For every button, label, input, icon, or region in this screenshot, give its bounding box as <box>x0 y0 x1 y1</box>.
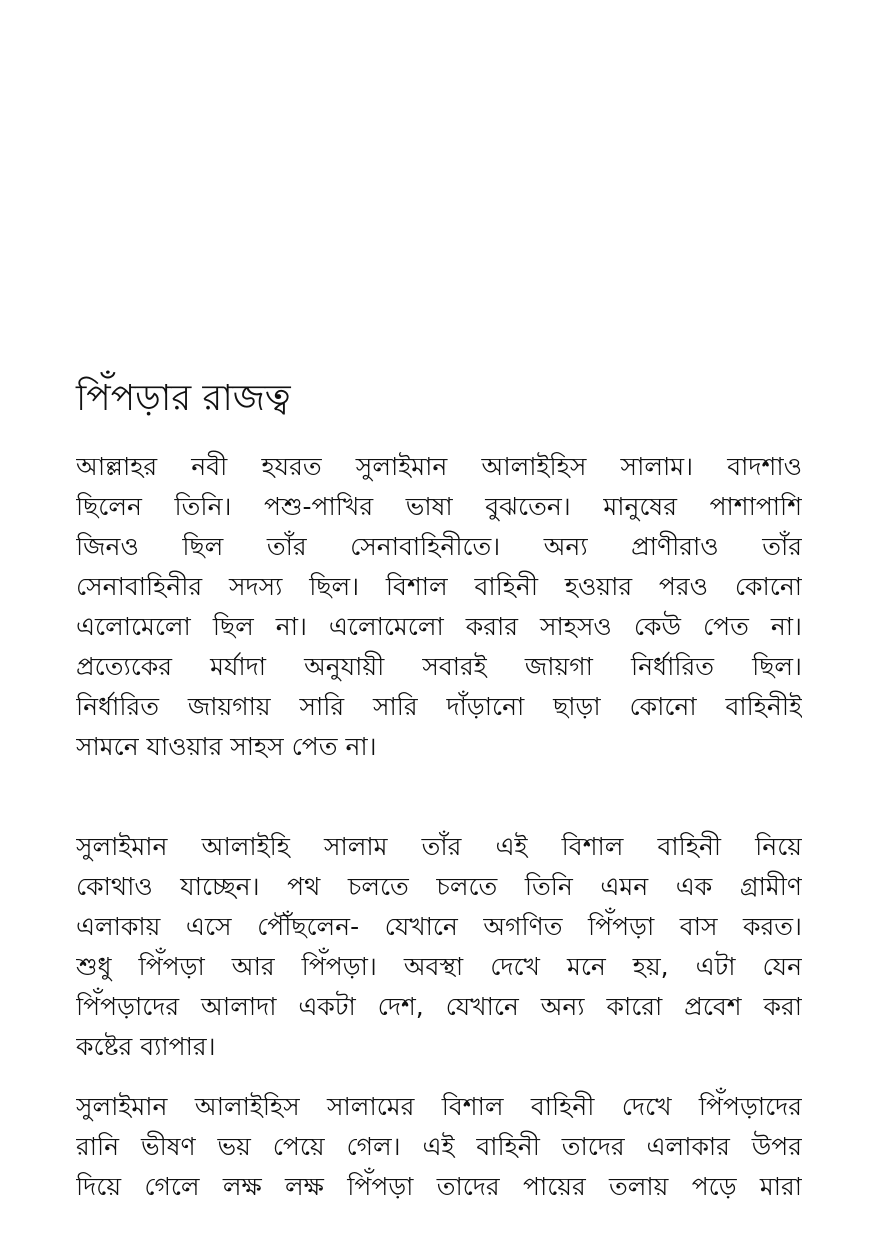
paragraph-3 <box>76 1087 802 1207</box>
text-line: সামনে যাওয়ার সাহস পেত না। <box>76 732 377 761</box>
paragraph-1 <box>76 447 802 767</box>
text-line: জিনও ছিল তাঁর সেনাবাহিনীতে। অন্য প্রাণীরাও তাঁর <box>76 532 802 561</box>
text-line: রানি ভীষণ ভয় পেয়ে গেল। এই বাহিনী তাদের এলাকার উপর <box>76 1132 802 1161</box>
text-line: সেনাবাহিনীর সদস্য ছিল। বিশাল বাহিনী হওয়ার পরও কোনো <box>76 572 802 601</box>
text-line: এলোমেলো ছিল না। এলোমেলো করার সাহসও কেউ পেত না। <box>76 612 802 641</box>
text-line: কষ্টের ব্যাপার। <box>76 1032 216 1061</box>
text-line: দিয়ে গেলে লক্ষ লক্ষ পিঁপড়া তাদের পায়ের তলায় পড়ে মারা <box>76 1172 802 1201</box>
text-line: কোথাও যাচ্ছেন। পথ চলতে চলতে তিনি এমন এক গ্রামীণ <box>76 872 802 901</box>
chapter-title: পিঁপড়ার রাজত্ব <box>76 378 291 420</box>
text-line: ছিলেন তিনি। পশু-পাখির ভাষা বুঝতেন। মানুষের পাশাপাশি <box>76 492 802 521</box>
text-line: সুলাইমান আলাইহি সালাম তাঁর এই বিশাল বাহিনী নিয়ে <box>76 832 802 861</box>
text-line: পিঁপড়াদের আলাদা একটা দেশ, যেখানে অন্য কারো প্রবেশ করা <box>76 992 802 1021</box>
text-line: শুধু পিঁপড়া আর পিঁপড়া। অবস্থা দেখে মনে হয়, এটা যেন <box>76 952 802 981</box>
text-line: সুলাইমান আলাইহিস সালামের বিশাল বাহিনী দেখে পিঁপড়াদের <box>76 1092 802 1121</box>
text-line: প্রত্যেকের মর্যাদা অনুযায়ী সবারই জায়গা নির্ধারিত ছিল। <box>76 652 802 681</box>
text-line: নির্ধারিত জায়গায় সারি সারি দাঁড়ানো ছাড়া কোনো বাহিনীই <box>76 692 802 721</box>
text-line: আল্লাহর নবী হযরত সুলাইমান আলাইহিস সালাম। বাদশাও <box>76 452 802 481</box>
paragraph-2 <box>76 827 802 1067</box>
text-line: এলাকায় এসে পৌঁছলেন- যেখানে অগণিত পিঁপড়া বাস করত। <box>76 912 802 941</box>
